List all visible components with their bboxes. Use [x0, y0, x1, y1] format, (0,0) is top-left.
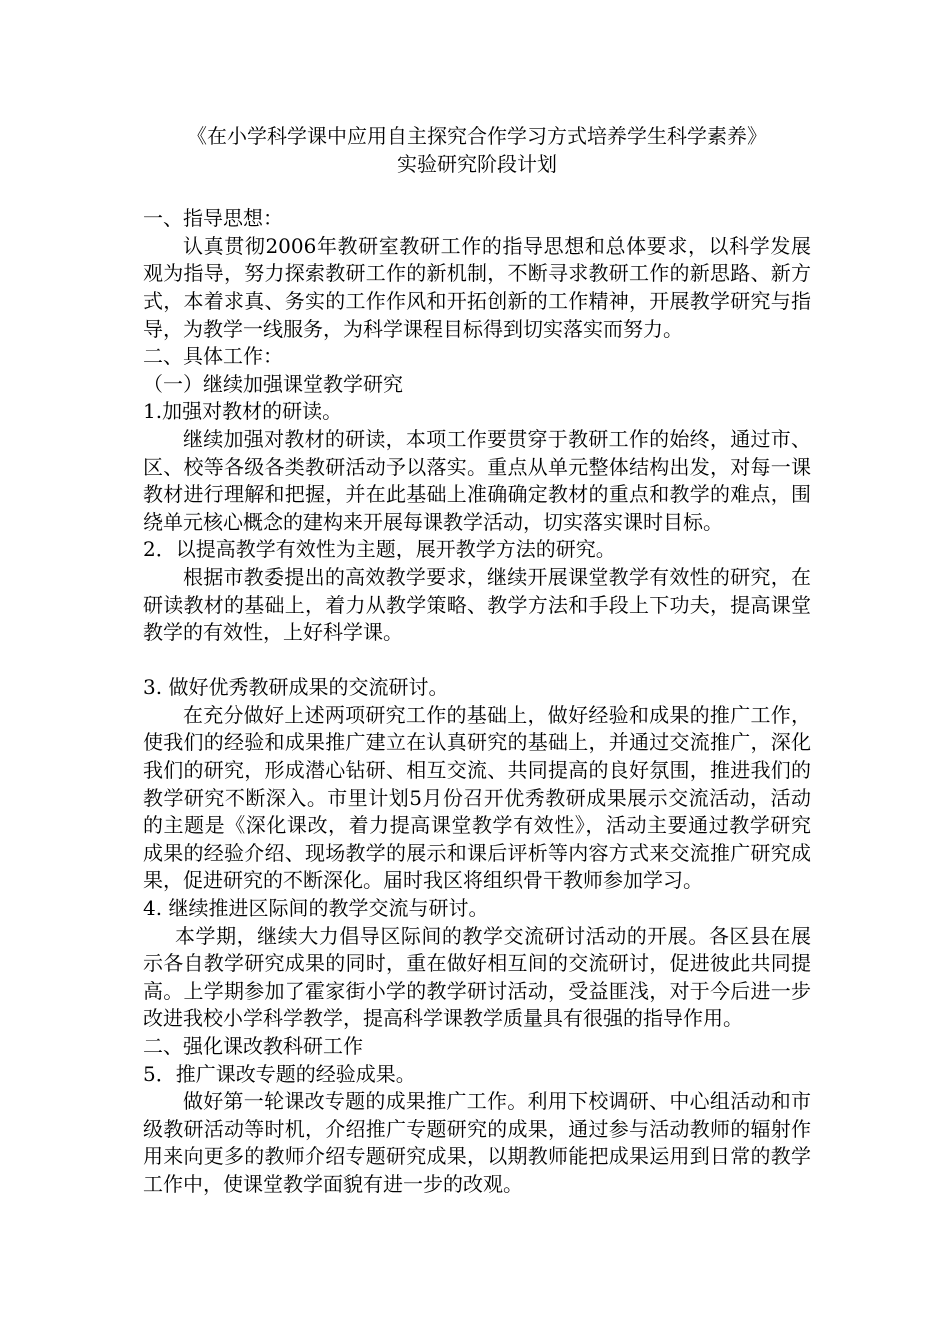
item2-paragraph: 根据市教委提出的高效教学要求，继续开展课堂教学有效性的研究，在研读教材的基础上，着力从教学策略、教学方法和手段上下功夫，提高课堂教学的有效性，上好科学课。	[143, 564, 811, 645]
section1-paragraph: 认真贯彻2006年教研室教研工作的指导思想和总体要求，以科学发展观为指导，努力探索教研工作的新机制，不断寻求教研工作的新思路、新方式，本着求真、务实的工作作风和开拓创新的工作精神，开展教学研究与指导，为教学一线服务，为科学课程目标得到切实落实而努力。	[143, 233, 811, 341]
item5-paragraph: 做好第一轮课改专题的成果推广工作。利用下校调研、中心组活动和市级教研活动等时机，介绍推广专题研究的成果，通过参与活动教师的辐射作用来向更多的教师介绍专题研究成果，以期教师能把成果运用到日常的教学工作中，使课堂教学面貌有进一步的改观。	[143, 1089, 811, 1196]
item5-heading: 5．推广课改专题的经验成果。	[143, 1061, 416, 1086]
subsection2-heading: 二、强化课改教科研工作	[143, 1034, 363, 1058]
title-line-2: 实验研究阶段计划	[397, 151, 557, 176]
blank-line	[143, 647, 811, 675]
section1-heading: 一、指导思想：	[143, 206, 283, 231]
document-body	[143, 123, 811, 1199]
title-spacer	[143, 178, 811, 205]
subsection1-heading: （一）继续加强课堂教学研究	[143, 371, 403, 396]
item3-heading: 3. 做好优秀教研成果的交流研讨。	[143, 675, 449, 700]
item3-paragraph: 在充分做好上述两项研究工作的基础上，做好经验和成果的推广工作，使我们的经验和成果推广建立在认真研究的基础上，并通过交流推广，深化我们的研究，形成潜心钻研、相互交流、共同提高的良好氛围，推进我们的教学研究不断深入。市里计划5月份召开优秀教研成果展示交流活动，活动的主题是《深化课改，着力提高课堂教学有效性》，活动主要通过教学研究成果的经验介绍、现场教学的展示和课后评析等内容方式来交流推广研究成果，促进研究的不断深化。届时我区将组织骨干教师参加学习。	[143, 702, 811, 893]
item1-paragraph: 继续加强对教材的研读，本项工作要贯穿于教研工作的始终，通过市、区、校等各级各类教研活动予以落实。重点从单元整体结构出发，对每一课教材进行理解和把握，并在此基础上准确确定教材的重点和教学的难点，围绕单元核心概念的建构来开展每课教学活动，切实落实课时目标。	[143, 426, 811, 534]
item4-heading: 4. 继续推进区际间的教学交流与研讨。	[143, 896, 489, 921]
item2-heading: 2．以提高教学有效性为主题，展开教学方法的研究。	[143, 537, 616, 562]
title-line-1: 《在小学科学课中应用自主探究合作学习方式培养学生科学素养》	[187, 124, 767, 148]
section2-heading: 二、具体工作：	[143, 344, 283, 369]
item4-paragraph: 本学期，继续大力倡导区际间的教学交流研讨活动的开展。各区县在展示各自教学研究成果的同时，重在做好相互间的交流研讨，促进彼此共同提高。上学期参加了霍家街小学的教学研讨活动，受益匪浅，对于今后进一步改进我校小学科学教学，提高科学课教学质量具有很强的指导作用。	[143, 923, 811, 1031]
item1-heading: 1.加强对教材的研读。	[143, 399, 343, 424]
